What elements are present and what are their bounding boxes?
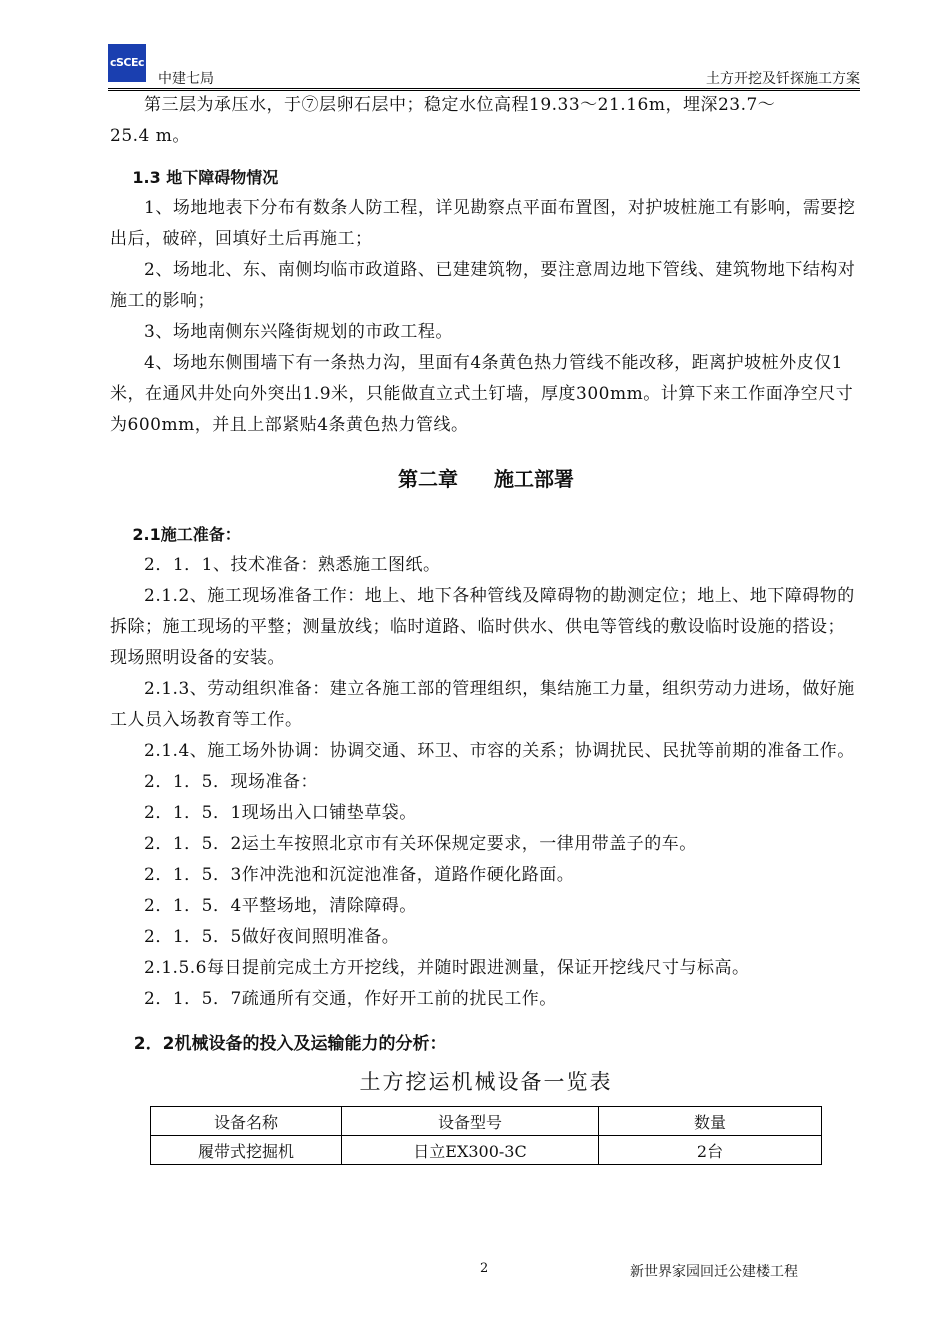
prep-item: 2．1．5．现场准备： xyxy=(144,772,318,792)
paragraph-obstacle-2: 2、场地北、东、南侧均临市政道路、已建建筑物，要注意周边地下管线、建筑物地下结构对施工的影响； xyxy=(110,260,856,311)
paragraph-obstacle-4: 4、场地东侧围墙下有一条热力沟，里面有4条黄色热力管线不能改移，距离护坡桩外皮仅1米，在通风井处向外突出1.9米，只能做直立式土钉墙，厚度300mm。计算下来工作面净空尺寸为600mm，并且上部紧贴4条黄色热力管线。 xyxy=(110,353,854,435)
paragraph-water-line2: 25.4 m。 xyxy=(110,126,190,146)
equipment-table xyxy=(150,1106,822,1165)
chapter-name: 施工部署 xyxy=(494,467,574,491)
section-heading-2-1: 2.1施工准备： xyxy=(132,525,241,544)
page-header xyxy=(108,44,860,90)
section-heading-1-3: 1.3 地下障碍物情况 xyxy=(132,168,279,187)
prep-item: 2．1．5．7疏通所有交通，作好开工前的扰民工作。 xyxy=(144,989,557,1009)
prep-item: 2.1.4、施工场外协调：协调交通、环卫、市容的关系；协调扰民、民扰等前期的准备工作。 xyxy=(144,741,855,761)
table-title: 土方挖运机械设备一览表 xyxy=(359,1070,613,1094)
company-logo-icon: cSCEc xyxy=(108,44,146,82)
prep-item: 2.1.3、劳动组织准备：建立各施工部的管理组织，集结施工力量，组织劳动力进场，做好施工人员入场教育等工作。 xyxy=(110,679,855,730)
table-cell: 2台 xyxy=(599,1136,822,1165)
header-doc-title: 土方开挖及钎探施工方案 xyxy=(706,71,860,87)
prep-item: 2.1.2、施工现场准备工作：地上、地下各种管线及障碍物的勘测定位；地上、地下障碍物的拆除；施工现场的平整；测量放线；临时道路、临时供水、供电等管线的敷设临时设施的搭设；现场照明设备的安装。 xyxy=(110,586,855,668)
prep-item: 2．1．5．5做好夜间照明准备。 xyxy=(144,927,400,947)
table-row xyxy=(151,1136,822,1165)
chapter-title xyxy=(110,459,862,499)
footer-project-name: 新世界家园回迁公建楼工程 xyxy=(630,1264,798,1280)
paragraph-water-line1: 第三层为承压水，于⑦层卵石层中；稳定水位高程19.33～21.16m，埋深23.7～ xyxy=(144,95,776,115)
document-body xyxy=(110,90,862,1165)
paragraph-obstacle-3: 3、场地南侧东兴隆街规划的市政工程。 xyxy=(144,322,453,342)
table-header-cell: 设备名称 xyxy=(151,1107,342,1136)
table-header-row xyxy=(151,1107,822,1136)
table-cell: 日立EX300-3C xyxy=(342,1136,599,1165)
prep-item: 2．1．5．3作冲洗池和沉淀池准备，道路作硬化路面。 xyxy=(144,865,575,885)
table-header-cell: 数量 xyxy=(599,1107,822,1136)
paragraph-obstacle-1: 1、场地地表下分布有数条人防工程，详见勘察点平面布置图，对护坡桩施工有影响，需要挖出后，破碎，回填好土后再施工； xyxy=(110,198,856,249)
prep-item: 2．1．5．4平整场地，清除障碍。 xyxy=(144,896,417,916)
chapter-number: 第二章 xyxy=(398,467,458,491)
prep-item: 2．1．1、技术准备：熟悉施工图纸。 xyxy=(144,555,441,575)
page-number: 2 xyxy=(480,1261,489,1276)
table-header-cell: 设备型号 xyxy=(342,1107,599,1136)
prep-item: 2.1.5.6每日提前完成土方开挖线，并随时跟进测量，保证开挖线尺寸与标高。 xyxy=(144,958,750,978)
header-company: 中建七局 xyxy=(158,71,214,87)
table-cell: 履带式挖掘机 xyxy=(151,1136,342,1165)
section-heading-2-2: 2．2机械设备的投入及运输能力的分析： xyxy=(133,1034,447,1054)
prep-item: 2．1．5．2运土车按照北京市有关环保规定要求，一律用带盖子的车。 xyxy=(144,834,697,854)
prep-item: 2．1．5．1现场出入口铺垫草袋。 xyxy=(144,803,417,823)
